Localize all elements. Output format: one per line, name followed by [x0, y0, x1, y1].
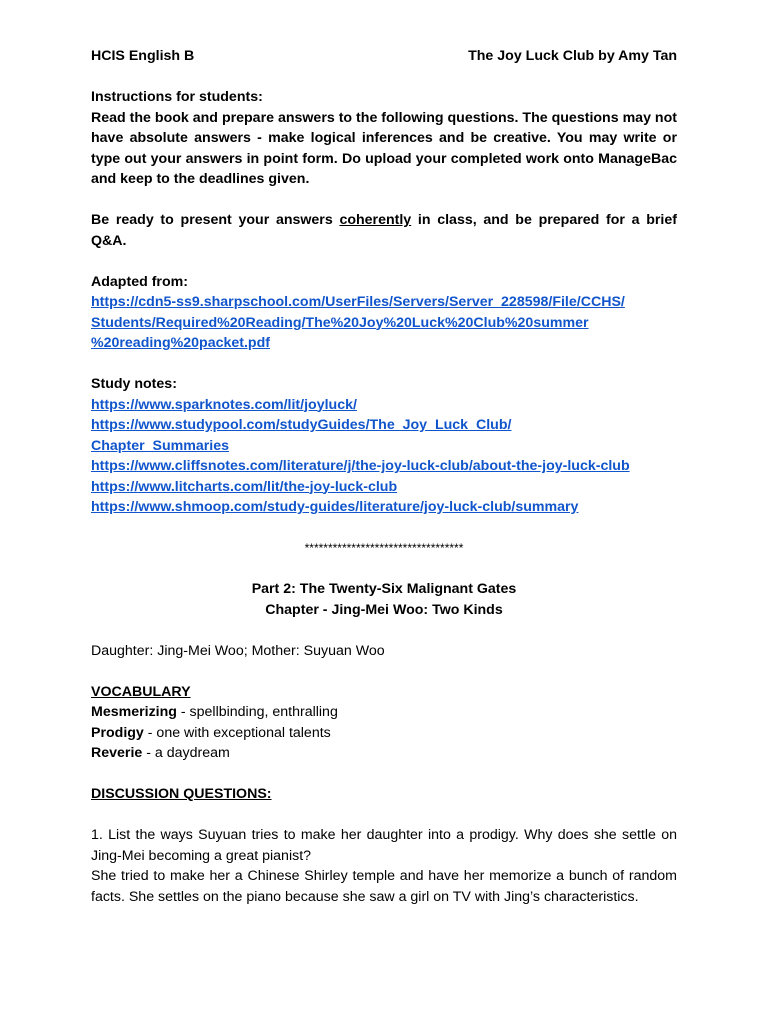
adapted-section — [91, 272, 677, 354]
book-title: The Joy Luck Club by Amy Tan — [468, 48, 677, 64]
vocab-item — [91, 723, 677, 744]
instructions-heading: Instructions for students: — [91, 89, 263, 105]
present-note: Be ready to present your answers coherently in class, and be prepared for a brief Q&A. — [91, 212, 677, 249]
vocab-term: Prodigy — [91, 724, 144, 741]
adapted-heading: Adapted from: — [91, 273, 188, 290]
course-title: HCIS English B — [91, 48, 195, 64]
vocab-term: Mesmerizing — [91, 704, 177, 720]
link-shmoop[interactable]: https://www.shmoop.com/study-guides/literature/joy-luck-club/summary — [91, 499, 579, 515]
link-cliffsnotes[interactable]: https://www.cliffsnotes.com/literature/j/the-joy-luck-club/about-the-joy-luck-club — [91, 458, 630, 474]
part-title: Part 2: The Twenty-Six Malignant Gates — [251, 581, 517, 597]
link-studypool-cont[interactable]: Chapter_Summaries — [91, 437, 229, 454]
page-header — [91, 46, 677, 67]
instructions-body: Read the book and prepare answers to the following questions. The questions may not have absolute answers - make logical inferences and be creative. You may write or type out your answers in point form. Do upload your completed work onto ManageBac and keep to the deadlines given. — [91, 109, 677, 187]
link-sparknotes[interactable]: https://www.sparknotes.com/lit/joyluck/ — [91, 396, 357, 413]
adapted-link-line-1[interactable]: https://cdn5-ss9.sharpschool.com/UserFiles/Servers/Server_228598/File/CCHS/ — [91, 294, 625, 310]
vocab-definition: - a daydream — [142, 745, 230, 761]
vocab-item — [91, 702, 677, 723]
vocabulary-section — [91, 682, 677, 764]
instructions-section — [91, 87, 677, 251]
vocabulary-heading: VOCABULARY — [91, 683, 191, 700]
link-litcharts[interactable]: https://www.litcharts.com/lit/the-joy-luck-club — [91, 478, 398, 495]
study-notes-section — [91, 374, 677, 518]
adapted-link-line-2[interactable]: Students/Required%20Reading/The%20Joy%20Luck%20Club%20summer — [91, 314, 589, 331]
coherently-emphasis: coherently — [339, 212, 412, 228]
adapted-link[interactable] — [91, 292, 677, 354]
question-1: 1. List the ways Suyuan tries to make her daughter into a prodigy. Why does she settle on Jing-Mei becoming a great pianist? — [91, 827, 677, 864]
vocab-term: Reverie — [91, 745, 143, 761]
discussion-heading: DISCUSSION QUESTIONS: — [91, 786, 272, 802]
characters-line: Daughter: Jing-Mei Woo; Mother: Suyuan Woo — [91, 642, 385, 659]
chapter-title: Chapter - Jing-Mei Woo: Two Kinds — [265, 601, 503, 618]
section-divider: ********************************** — [304, 541, 464, 555]
study-notes-heading: Study notes: — [91, 376, 177, 392]
discussion-section — [91, 784, 677, 907]
vocab-item — [91, 743, 677, 764]
link-studypool[interactable]: https://www.studypool.com/studyGuides/The_Joy_Luck_Club/ — [91, 417, 512, 433]
vocab-definition: - spellbinding, enthralling — [176, 704, 338, 720]
document-page — [91, 46, 677, 907]
answer-1: She tried to make her a Chinese Shirley temple and have her memorize a bunch of random facts. She settles on the piano because she saw a girl on TV with Jing’s characteristics. — [91, 868, 677, 905]
vocab-definition: - one with exceptional talents — [143, 724, 331, 741]
adapted-link-line-3[interactable]: %20reading%20packet.pdf — [91, 335, 270, 351]
